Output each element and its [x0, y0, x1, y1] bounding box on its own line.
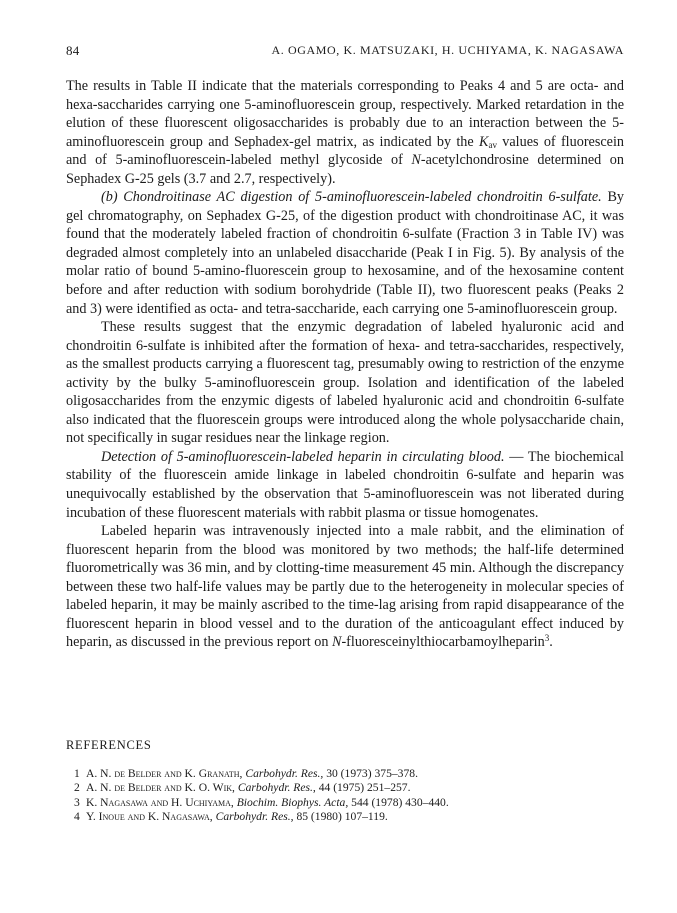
- page-number: 84: [66, 43, 80, 58]
- reference-item: 3 K. Nagasawa and H. Uchiyama, Biochim. Biophys. Acta, 544 (1978) 430–440.: [74, 795, 449, 809]
- reference-list: [74, 767, 614, 825]
- reference-item: 1 A. N. de Belder and K. Granath, Carbohydr. Res., 30 (1973) 375–378.: [74, 767, 418, 780]
- paragraph-detection-heparin: Detection of 5-aminofluorescein-labeled heparin in circulating blood. — The biochemical stability of the fluorescein amide linkage in labeled chondroitin 6-sulfate and heparin was unequivocally established by the observation that 5-aminofluorescein was not liberated during incubation of these fluorescent materials with rabbit plasma or tissue homogenates.: [66, 448, 624, 521]
- paragraph-table-ii-results: The results in Table II indicate that the materials corresponding to Peaks 4 and 5 are octa- and hexa-saccharides carrying one 5-aminofluorescein group, respectively. Marked retardation in the elution of these fluorescent oligosaccharides is probably due to an interaction between the 5-aminofluorescein group and Sephadex-gel matrix, as indicated by the $K_{av}$ values of fluorescein and of 5-aminofluorescein-labeled methyl glycoside of N-acetylchondrosine determined on Sephadex G-25 gels (3.7 and 2.7, respectively).: [66, 78, 624, 187]
- article-body: [66, 77, 624, 652]
- paragraph-half-life: Labeled heparin was intravenously injected into a male rabbit, and the elimination of fluorescent heparin from the blood was monitored by two methods; the half-life determined fluorometrically was 36 min, and by clotting-time measurement 45 min. Although the discrepancy between these two half-life values may be partly due to the heterogeneity in molecular species of labeled heparin, it may be mainly ascribed to the time-lag arising from rapid disappearance of the fluorescent heparin in blood vessel and to the duration of the anticoagulant effect induced by heparin, as discussed in the previous report on N-fluoresceinylthiocarbamoylheparin$^3$.: [66, 523, 624, 651]
- section-heading-b: (b) Chondroitinase AC digestion of 5-aminofluorescein-labeled chondroitin 6-sulfate.: [101, 189, 602, 206]
- running-head: A. OGAMO, K. MATSUZAKI, H. UCHIYAMA, K. NAGASAWA: [271, 43, 624, 57]
- reference-item: 2 A. N. de Belder and K. O. Wik, Carbohydr. Res., 44 (1975) 251–257.: [74, 781, 411, 795]
- section-heading-detection: Detection of 5-aminofluorescein-labeled heparin in circulating blood.: [101, 448, 505, 465]
- paragraph-enzymic-degradation: These results suggest that the enzymic degradation of labeled hyaluronic acid and chondroitin 6-sulfate is inhibited after the formation of hexa- and tetra-saccharides, respectively, as the smallest products carrying a fluorescent tag, presumably owing to restriction of the enzyme activity by the bulky 5-aminofluorescein group. Isolation and identification of the labeled oligosaccharides from the enzymic digests of labeled hyaluronic acid and chondroitin 6-sulfate also indicated that the fluorescein groups were introduced along the whole polysaccharide chain, not specifically in sugar residues near the linkage region.: [66, 319, 624, 447]
- references-heading: REFERENCES: [66, 738, 152, 752]
- reference-item: 4 Y. Inoue and K. Nagasawa, Carbohydr. Res., 85 (1980) 107–119.: [74, 810, 388, 824]
- paragraph-chondroitinase-digestion: (b) Chondroitinase AC digestion of 5-aminofluorescein-labeled chondroitin 6-sulfate. By gel chromatography, on Sephadex G-25, of the digestion product with chondroitinase AC, it was found that the moderately labeled fraction of chondroitin 6-sulfate (Fraction 3 in Table IV) was degraded almost completely into an unlabeled disaccharide (Peak I in Fig. 5). By analysis of the molar ratio of bound 5-amino-fluorescein group to hexosamine, and of the hexosamine content before and after reduction with sodium borohydride (Table II), two fluorescent peaks (Peaks 2 and 3) were identified as octa- and tetra-saccharide, each carrying one 5-aminofluorescein group.: [66, 189, 625, 317]
